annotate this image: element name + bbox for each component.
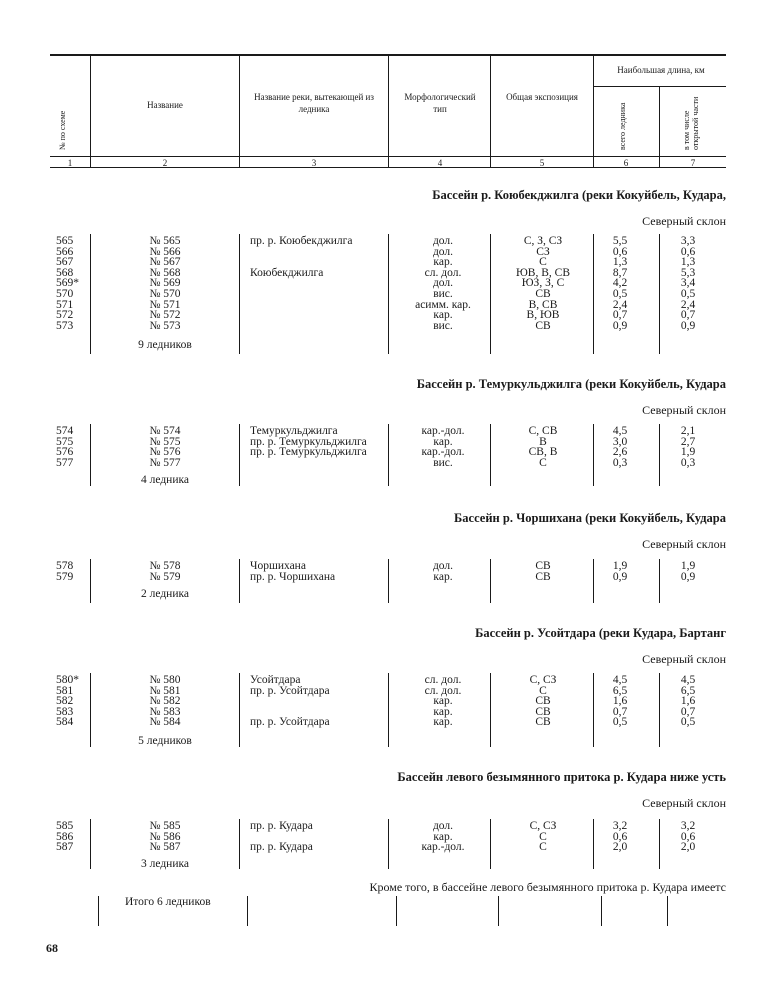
basin-title: Бассейн р. Коюбекджилга (реки Кокуйбель, Кудара, bbox=[432, 188, 726, 202]
cell-total: 1,6 bbox=[612, 695, 628, 708]
cell-open: 1,9 bbox=[680, 560, 696, 572]
table-row bbox=[0, 426, 776, 437]
header-divider bbox=[90, 55, 91, 167]
col-number-3: 3 bbox=[311, 158, 317, 168]
cell-morph: дол. bbox=[432, 820, 454, 832]
cell-morph: вис. bbox=[433, 288, 453, 300]
cell-morph: кар. bbox=[433, 830, 453, 843]
col-morph-header: Морфологический тип bbox=[404, 92, 476, 114]
cell-num: 579 bbox=[56, 570, 74, 583]
page-number: 68 bbox=[46, 941, 58, 955]
cell-total: 0,7 bbox=[612, 705, 628, 718]
cell-name: № 575 bbox=[149, 435, 181, 448]
cell-morph: кар. bbox=[433, 705, 453, 718]
table-row bbox=[0, 707, 776, 718]
table-row bbox=[0, 717, 776, 728]
cell-exp: СВ bbox=[535, 319, 551, 332]
cell-num: 575 bbox=[56, 435, 74, 448]
cell-river: пр. р. Кудара bbox=[250, 820, 313, 832]
cell-name: № 570 bbox=[149, 288, 181, 300]
cell-exp: С, СВ bbox=[528, 425, 558, 437]
cell-num: 583 bbox=[56, 705, 74, 718]
table-row bbox=[0, 458, 776, 469]
col-total-header: всего ледника bbox=[618, 102, 627, 150]
cell-total: 0,9 bbox=[612, 319, 628, 332]
slope-label: Северный склон bbox=[642, 652, 726, 666]
cell-name: № 581 bbox=[149, 684, 181, 697]
glacier-count: 9 ледников bbox=[138, 339, 192, 351]
cell-open: 3,2 bbox=[680, 820, 696, 832]
basin-title: Бассейн левого безымянного притока р. Кудара ниже усть bbox=[397, 770, 726, 784]
cell-name: № 577 bbox=[149, 456, 181, 469]
cell-open: 0,7 bbox=[680, 309, 696, 322]
cell-morph: кар. bbox=[433, 435, 453, 448]
cell-num: 585 bbox=[56, 820, 74, 832]
cell-morph: кар. bbox=[433, 716, 453, 729]
cell-river: пр. р. Темуркульджилга bbox=[250, 435, 367, 448]
cell-name: № 576 bbox=[149, 446, 181, 459]
cell-exp: С, СЗ bbox=[529, 820, 557, 832]
table-row bbox=[0, 289, 776, 300]
cell-num: 574 bbox=[56, 425, 74, 437]
cell-river: Усойтдара bbox=[250, 674, 301, 686]
table-row bbox=[0, 675, 776, 686]
cell-total: 4,5 bbox=[612, 674, 628, 686]
cell-total: 0,3 bbox=[612, 456, 628, 469]
table-row bbox=[0, 686, 776, 697]
table-row bbox=[0, 310, 776, 321]
cell-morph: кар.-дол. bbox=[421, 446, 465, 459]
cell-exp: В bbox=[539, 435, 547, 448]
cell-total: 0,5 bbox=[612, 716, 628, 729]
cell-exp: СВ bbox=[535, 570, 551, 583]
col-number-4: 4 bbox=[437, 158, 443, 168]
cell-total: 2,6 bbox=[612, 446, 628, 459]
header-divider bbox=[490, 55, 491, 167]
cell-river: пр. р. Усойтдара bbox=[250, 716, 330, 729]
cell-river: Темуркульджилга bbox=[250, 425, 338, 437]
cell-num: 578 bbox=[56, 560, 74, 572]
total-divider bbox=[247, 896, 248, 926]
cell-exp: СВ, В bbox=[528, 446, 558, 459]
cell-exp: В, СВ bbox=[528, 298, 558, 311]
cell-name: № 566 bbox=[149, 245, 181, 258]
grand-total: Итого 6 ледников bbox=[125, 896, 211, 908]
table-row bbox=[0, 321, 776, 332]
header-divider bbox=[239, 55, 240, 167]
cell-river: Чоршихана bbox=[250, 560, 306, 572]
cell-name: № 578 bbox=[149, 560, 181, 572]
header-divider bbox=[593, 55, 594, 167]
cell-name: № 583 bbox=[149, 705, 181, 718]
cell-open: 1,3 bbox=[680, 256, 696, 269]
cell-morph: кар. bbox=[433, 256, 453, 269]
cell-open: 2,1 bbox=[680, 425, 696, 437]
cell-num: 569* bbox=[56, 277, 79, 290]
table-row bbox=[0, 832, 776, 843]
total-divider bbox=[498, 896, 499, 926]
slope-label: Северный склон bbox=[642, 796, 726, 810]
cell-total: 1,9 bbox=[612, 560, 628, 572]
cell-total: 2,0 bbox=[612, 841, 628, 854]
header-divider bbox=[659, 87, 660, 167]
cell-total: 0,5 bbox=[612, 288, 628, 300]
glacier-count: 2 ледника bbox=[141, 588, 189, 600]
cell-open: 0,6 bbox=[680, 830, 696, 843]
col-name-header: Название bbox=[147, 100, 183, 110]
glacier-count: 3 ледника bbox=[141, 858, 189, 870]
cell-name: № 585 bbox=[149, 820, 181, 832]
col-number-6: 6 bbox=[623, 158, 629, 168]
cell-num: 568 bbox=[56, 266, 74, 279]
cell-name: № 584 bbox=[149, 716, 181, 729]
cell-total: 0,9 bbox=[612, 570, 628, 583]
cell-morph: кар. bbox=[433, 309, 453, 322]
cell-morph: сл. дол. bbox=[424, 674, 462, 686]
cell-open: 0,9 bbox=[680, 570, 696, 583]
cell-num: 582 bbox=[56, 695, 74, 708]
cell-name: № 568 bbox=[149, 266, 181, 279]
cell-open: 3,4 bbox=[680, 277, 696, 290]
col-river-header: Название реки, вытекающей из ледника bbox=[254, 92, 374, 114]
cell-exp: СЗ bbox=[536, 245, 550, 258]
cell-name: № 587 bbox=[149, 841, 181, 854]
cell-exp: СВ bbox=[535, 288, 551, 300]
cell-name: № 572 bbox=[149, 309, 181, 322]
cell-num: 566 bbox=[56, 245, 74, 258]
cell-num: 576 bbox=[56, 446, 74, 459]
total-divider bbox=[601, 896, 602, 926]
cell-morph: кар. bbox=[433, 570, 453, 583]
cell-total: 0,6 bbox=[612, 830, 628, 843]
slope-label: Северный склон bbox=[642, 537, 726, 551]
cell-river: пр. р. Чоршихана bbox=[250, 570, 336, 583]
cell-river: пр. р. Коюбекджилга bbox=[250, 235, 353, 247]
table-row bbox=[0, 300, 776, 311]
cell-exp: ЮВ, В, СВ bbox=[515, 266, 570, 279]
cell-open: 0,9 bbox=[680, 319, 696, 332]
glacier-count: 5 ледников bbox=[138, 735, 192, 747]
cell-exp: С bbox=[539, 456, 547, 469]
cell-open: 0,5 bbox=[680, 716, 696, 729]
cell-total: 3,0 bbox=[612, 435, 628, 448]
total-divider bbox=[667, 896, 668, 926]
cell-open: 2,4 bbox=[680, 298, 696, 311]
col-exposure-header: Общая экспозиция bbox=[506, 92, 578, 102]
cell-morph: сл. дол. bbox=[424, 266, 462, 279]
cell-morph: кар.-дол. bbox=[421, 425, 465, 437]
cell-morph: дол. bbox=[432, 277, 454, 290]
table-row bbox=[0, 236, 776, 247]
cell-open: 0,3 bbox=[680, 456, 696, 469]
cell-name: № 579 bbox=[149, 570, 181, 583]
cell-open: 1,9 bbox=[680, 446, 696, 459]
cell-exp: С bbox=[539, 841, 547, 854]
cell-name: № 565 bbox=[149, 235, 181, 247]
cell-total: 6,5 bbox=[612, 684, 628, 697]
col-no-header: № по схеме bbox=[58, 110, 67, 150]
col-maxlen-header: Наибольшая длина, км bbox=[617, 65, 705, 75]
table-row bbox=[0, 821, 776, 832]
glacier-count: 4 ледника bbox=[141, 474, 189, 486]
cell-num: 584 bbox=[56, 716, 74, 729]
cell-river: пр. р. Усойтдара bbox=[250, 684, 330, 697]
footnote: Кроме того, в бассейне левого безымянного притока р. Кудара имеетс bbox=[369, 880, 726, 894]
cell-open: 0,6 bbox=[680, 245, 696, 258]
col-number-7: 7 bbox=[690, 158, 696, 168]
cell-exp: С, СЗ bbox=[529, 674, 557, 686]
cell-total: 4,5 bbox=[612, 425, 628, 437]
table-row bbox=[0, 447, 776, 458]
cell-open: 3,3 bbox=[680, 235, 696, 247]
cell-open: 0,7 bbox=[680, 705, 696, 718]
cell-open: 2,0 bbox=[680, 841, 696, 854]
cell-morph: асимм. кар. bbox=[415, 298, 471, 311]
basin-title: Бассейн р. Усойтдара (реки Кудара, Бартанг bbox=[475, 626, 726, 640]
cell-morph: дол. bbox=[432, 560, 454, 572]
cell-morph: дол. bbox=[432, 245, 454, 258]
cell-exp: С bbox=[539, 830, 547, 843]
cell-morph: вис. bbox=[433, 319, 453, 332]
cell-morph: вис. bbox=[433, 456, 453, 469]
cell-river: Коюбекджилга bbox=[250, 266, 324, 279]
table-row bbox=[0, 268, 776, 279]
cell-exp: С bbox=[539, 256, 547, 269]
cell-name: № 580 bbox=[149, 674, 181, 686]
cell-name: № 586 bbox=[149, 830, 181, 843]
cell-num: 567 bbox=[56, 256, 74, 269]
cell-name: № 573 bbox=[149, 319, 181, 332]
cell-open: 4,5 bbox=[680, 674, 696, 686]
cell-num: 581 bbox=[56, 684, 74, 697]
cell-num: 565 bbox=[56, 235, 74, 247]
cell-exp: С bbox=[539, 684, 547, 697]
slope-label: Северный склон bbox=[642, 403, 726, 417]
cell-exp: СВ bbox=[535, 560, 551, 572]
cell-morph: кар. bbox=[433, 695, 453, 708]
cell-num: 586 bbox=[56, 830, 74, 843]
table-row bbox=[0, 696, 776, 707]
cell-total: 8,7 bbox=[612, 266, 628, 279]
col-number-5: 5 bbox=[539, 158, 545, 168]
cell-river: пр. р. Кудара bbox=[250, 841, 313, 854]
col-number-2: 2 bbox=[162, 158, 168, 168]
cell-total: 0,7 bbox=[612, 309, 628, 322]
table-row bbox=[0, 278, 776, 289]
basin-title: Бассейн р. Чоршихана (реки Кокуйбель, Кудара bbox=[454, 511, 726, 525]
cell-exp: ЮЗ, З, С bbox=[521, 277, 565, 290]
cell-total: 5,5 bbox=[612, 235, 628, 247]
cell-num: 580* bbox=[56, 674, 79, 686]
basin-title: Бассейн р. Темуркульджилга (реки Кокуйбель, Кудара bbox=[416, 377, 726, 391]
cell-exp: СВ bbox=[535, 695, 551, 708]
cell-name: № 574 bbox=[149, 425, 181, 437]
total-divider bbox=[396, 896, 397, 926]
col-open-header: в том числе открытой части bbox=[682, 96, 700, 150]
cell-morph: кар.-дол. bbox=[421, 841, 465, 854]
cell-num: 571 bbox=[56, 298, 74, 311]
total-divider bbox=[98, 896, 99, 926]
cell-num: 577 bbox=[56, 456, 74, 469]
cell-name: № 571 bbox=[149, 298, 181, 311]
cell-total: 2,4 bbox=[612, 298, 628, 311]
cell-num: 572 bbox=[56, 309, 74, 322]
cell-open: 0,5 bbox=[680, 288, 696, 300]
table-row bbox=[0, 257, 776, 268]
cell-open: 5,3 bbox=[680, 266, 696, 279]
cell-open: 2,7 bbox=[680, 435, 696, 448]
cell-num: 573 bbox=[56, 319, 74, 332]
cell-exp: С, З, СЗ bbox=[523, 235, 563, 247]
cell-name: № 567 bbox=[149, 256, 181, 269]
cell-morph: дол. bbox=[432, 235, 454, 247]
cell-exp: В, ЮВ bbox=[526, 309, 560, 322]
table-row bbox=[0, 561, 776, 572]
cell-exp: СВ bbox=[535, 705, 551, 718]
cell-open: 1,6 bbox=[680, 695, 696, 708]
cell-total: 0,6 bbox=[612, 245, 628, 258]
cell-name: № 569 bbox=[149, 277, 181, 290]
table-row bbox=[0, 842, 776, 853]
cell-river: пр. р. Темуркульджилга bbox=[250, 446, 367, 459]
cell-total: 4,2 bbox=[612, 277, 628, 290]
cell-total: 1,3 bbox=[612, 256, 628, 269]
cell-num: 570 bbox=[56, 288, 74, 300]
col-number-1: 1 bbox=[67, 158, 73, 168]
table-row bbox=[0, 247, 776, 258]
cell-total: 3,2 bbox=[612, 820, 628, 832]
table-row bbox=[0, 437, 776, 448]
header-divider bbox=[388, 55, 389, 167]
cell-name: № 582 bbox=[149, 695, 181, 708]
slope-label: Северный склон bbox=[642, 214, 726, 228]
table-row bbox=[0, 572, 776, 583]
cell-open: 6,5 bbox=[680, 684, 696, 697]
cell-morph: сл. дол. bbox=[424, 684, 462, 697]
cell-exp: СВ bbox=[535, 716, 551, 729]
cell-num: 587 bbox=[56, 841, 74, 854]
